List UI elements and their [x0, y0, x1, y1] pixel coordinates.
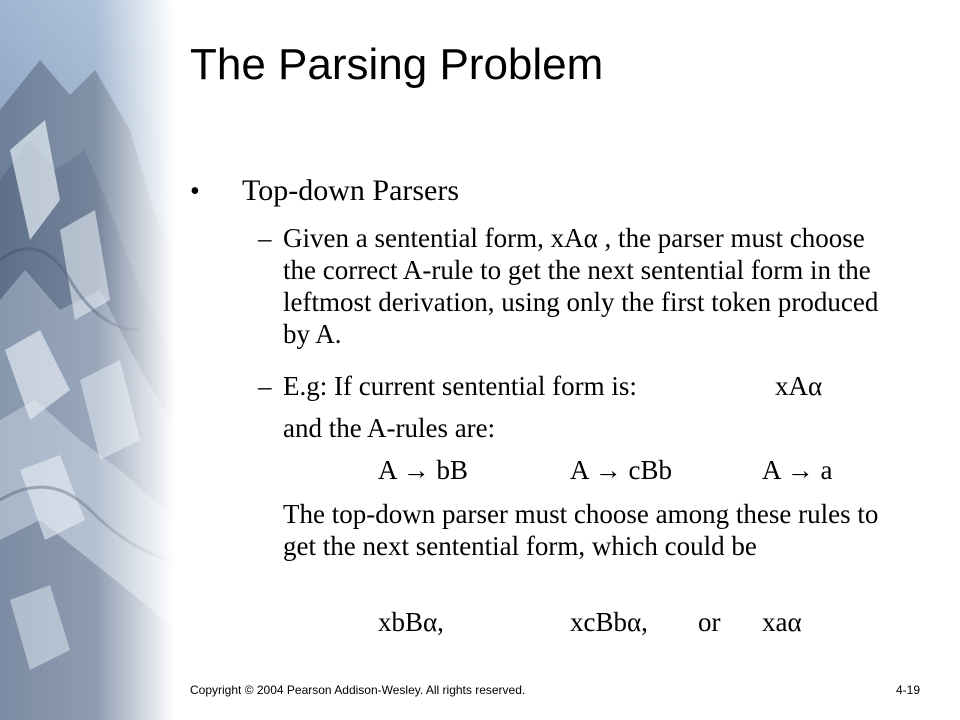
- bullet-marker: •: [190, 176, 200, 207]
- example-label: E.g: If current sentential form is:: [283, 371, 637, 401]
- rules-intro: and the A-rules are:: [283, 413, 496, 443]
- option-separator: or: [698, 607, 721, 637]
- footer-page-number: 4-19: [896, 683, 921, 697]
- dash-marker-1: –: [258, 223, 272, 253]
- rule-3: A → a: [762, 455, 833, 485]
- rule-2: A → cBb: [570, 455, 673, 485]
- option-3: xaα: [762, 607, 802, 637]
- choice-text: The top-down parser must choose among these rules to get the next sentential form, which could be: [283, 499, 879, 561]
- sub-bullet-1: Given a sentential form, xAα , the parser must choose the correct A-rule to get the next sentential form in the leftmost derivation, using only the first token produced by A.: [283, 223, 879, 349]
- dash-marker-2: –: [258, 371, 272, 401]
- example-form: xAα: [775, 371, 823, 401]
- bullet-heading: Top-down Parsers: [242, 174, 460, 207]
- rule-1: A → bB: [378, 455, 469, 485]
- footer-copyright: Copyright © 2004 Pearson Addison-Wesley. All rights reserved.: [190, 683, 526, 697]
- option-2: xcBbα,: [570, 607, 648, 637]
- slide-title: The Parsing Problem: [190, 40, 604, 89]
- option-1: xbBα,: [378, 607, 444, 637]
